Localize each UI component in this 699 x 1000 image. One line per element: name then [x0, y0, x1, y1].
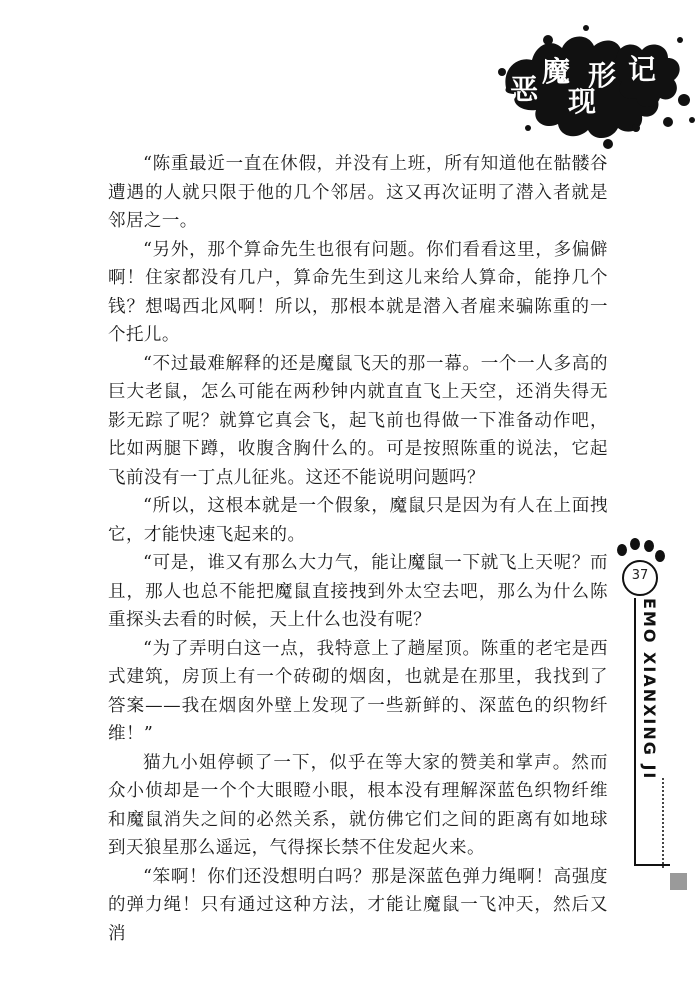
paragraph: “不过最难解释的还是魔鼠飞天的那一幕。一个一人多高的巨大老鼠，怎么可能在两秒钟内就直直飞上天空，还消失得无影无踪了呢？就算它真会飞，起飞前也得做一下准备动作吧，比如两腿下蹲，收腹含胸什么的。可是按照陈重的说法，它起飞前没有一丁点儿征兆。这还不能说明问题吗？ — [108, 353, 608, 488]
running-title: EMO XIANXING JI — [640, 598, 659, 781]
logo-char-3: 现 — [568, 85, 597, 118]
page-number: 37 — [631, 568, 649, 583]
paragraph: “可是，谁又有那么大力气，能让魔鼠一下就飞上天呢？而且，那人也总不能把魔鼠直接拽到外太空去吧，那么为什么陈重探头去看的时候，天上什么也没有呢？ — [108, 553, 608, 630]
paragraph: “笨啊！你们还没想明白吗？那是深蓝色弹力绳啊！高强度的弹力绳！只有通过这种方法，才能让魔鼠一飞冲天，然后又消 — [108, 866, 608, 944]
paragraph: “为了弄明白这一点，我特意上了趟屋顶。陈重的老宅是西式建筑，房顶上有一个砖砌的烟囱，也就是在那里，我找到了答案——我在烟囱外壁上发现了一些新鲜的、深蓝色的织物纤维！” — [108, 638, 608, 744]
paragraph: “另外，那个算命先生也很有问题。你们看看这里，多偏僻啊！住家都没有几户，算命先生到这儿来给人算命，能挣几个钱？想喝西北风啊！所以，那根本就是潜入者雇来骗陈重的一个托儿。 — [108, 239, 608, 345]
dotted-leader — [636, 778, 664, 868]
logo-char-2: 魔 — [542, 55, 571, 88]
logo-char-4: 形 — [588, 59, 617, 92]
logo-char-5: 记 — [628, 53, 657, 86]
corner-marker — [670, 873, 687, 890]
book-title-logo — [488, 10, 699, 170]
paragraph: 猫九小姐停顿了一下，似乎在等大家的赞美和掌声。然而众小侦却是一个个大眼瞪小眼，根本没有理解深蓝色织物纤维和魔鼠消失之间的必然关系，就仿佛它们之间的距离有如地球到天狼星那么遥远，气得探长禁不住发起火来。 — [108, 752, 608, 858]
paragraph: “所以，这根本就是一个假象，魔鼠只是因为有人在上面拽它，才能快速飞起来的。 — [108, 496, 608, 545]
page-body-text — [108, 150, 608, 948]
paragraph: “陈重最近一直在休假，并没有上班，所有知道他在骷髅谷遭遇的人就只限于他的几个邻居。这又再次证明了潜入者就是邻居之一。 — [108, 154, 608, 231]
logo-char-1: 恶 — [510, 73, 539, 106]
margin-rule-foot — [634, 864, 670, 866]
